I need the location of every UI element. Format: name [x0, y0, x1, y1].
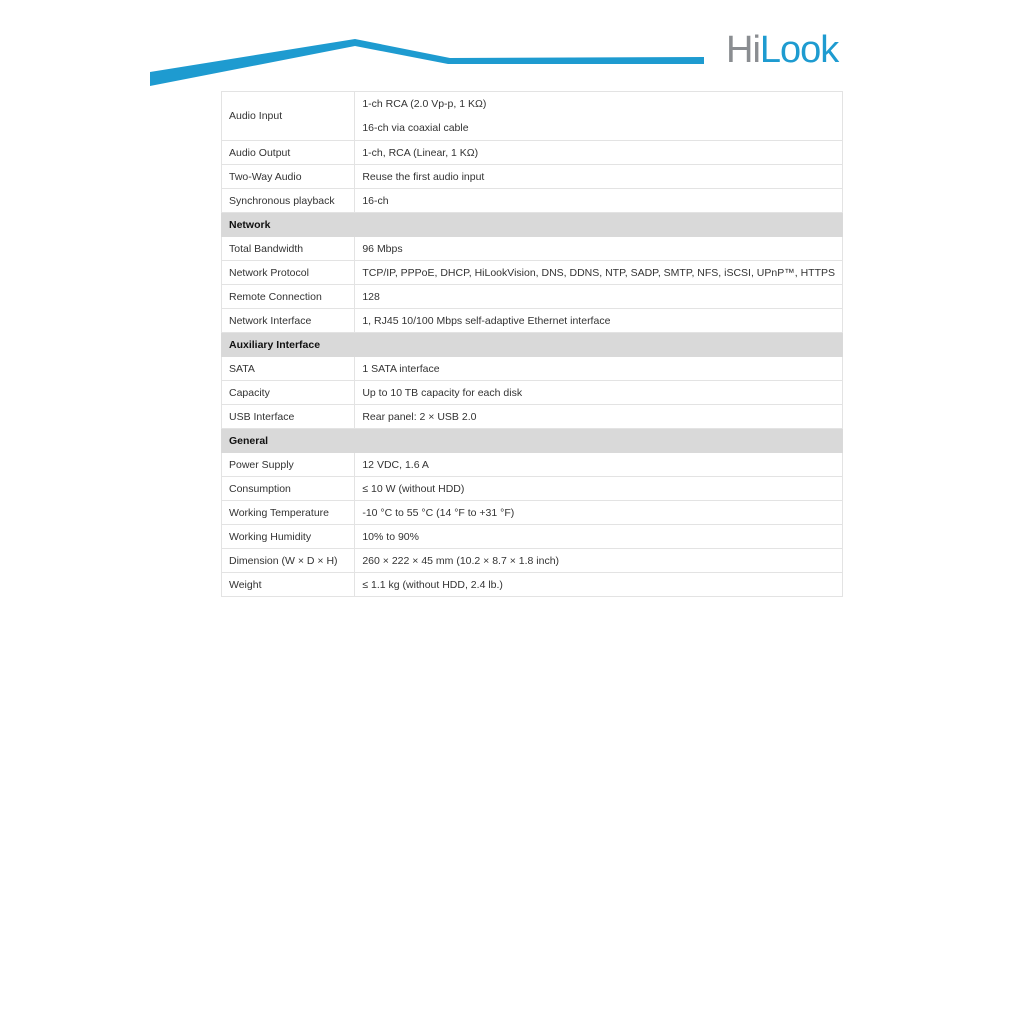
spec-label: USB Interface: [222, 405, 355, 429]
spec-value: Up to 10 TB capacity for each disk: [362, 386, 523, 399]
spec-label: Dimension (W × D × H): [222, 549, 355, 573]
spec-value: 1, RJ45 10/100 Mbps self-adaptive Ethernet interface: [362, 314, 611, 327]
spec-row: [222, 261, 843, 285]
spec-row: [222, 309, 843, 333]
spec-label: Audio Input: [222, 92, 355, 141]
spec-value: ≤ 10 W (without HDD): [362, 482, 465, 495]
spec-value: Rear panel: 2 × USB 2.0: [362, 410, 477, 423]
spec-row: [222, 549, 843, 573]
spec-value: ≤ 1.1 kg (without HDD, 2.4 lb.): [362, 578, 503, 591]
spec-value: 1-ch, RCA (Linear, 1 KΩ): [362, 146, 479, 159]
specification-table-body: [222, 92, 843, 597]
spec-row: [222, 525, 843, 549]
spec-value: 16-ch: [362, 194, 389, 207]
spec-value-cell: [355, 357, 843, 381]
spec-row: [222, 477, 843, 501]
section-header-row: [222, 333, 843, 357]
spec-row: [222, 165, 843, 189]
hilook-logo: [726, 28, 846, 72]
roof-accent-shape: [150, 39, 704, 86]
spec-label: Power Supply: [222, 453, 355, 477]
spec-row: [222, 141, 843, 165]
spec-value-cell: [355, 573, 843, 597]
section-header-label: Network: [222, 213, 843, 237]
spec-value: Reuse the first audio input: [362, 170, 485, 183]
spec-value-cell: [355, 381, 843, 405]
spec-row: [222, 92, 843, 141]
spec-label: SATA: [222, 357, 355, 381]
spec-label: Network Protocol: [222, 261, 355, 285]
spec-value: 128: [362, 290, 380, 303]
spec-value-cell: [355, 165, 843, 189]
spec-value: -10 °C to 55 °C (14 °F to +31 °F): [362, 506, 515, 519]
section-header-label: General: [222, 429, 843, 453]
spec-value-cell: [355, 477, 843, 501]
spec-value-cell: [355, 141, 843, 165]
spec-label: Network Interface: [222, 309, 355, 333]
header-roof-banner: [0, 0, 1024, 90]
specification-table: [221, 91, 843, 597]
spec-row: [222, 189, 843, 213]
spec-row: [222, 573, 843, 597]
spec-row: [222, 381, 843, 405]
spec-value: 16-ch via coaxial cable: [362, 122, 469, 134]
spec-row: [222, 453, 843, 477]
spec-value: 260 × 222 × 45 mm (10.2 × 8.7 × 1.8 inch): [362, 554, 560, 567]
spec-label: Weight: [222, 573, 355, 597]
spec-value-cell: [355, 189, 843, 213]
spec-label: Synchronous playback: [222, 189, 355, 213]
spec-label: Two-Way Audio: [222, 165, 355, 189]
spec-label: Remote Connection: [222, 285, 355, 309]
spec-label: Working Temperature: [222, 501, 355, 525]
spec-value-cell: [355, 453, 843, 477]
spec-value-cell: [355, 309, 843, 333]
section-header-label: Auxiliary Interface: [222, 333, 843, 357]
section-header-row: [222, 213, 843, 237]
spec-value: 10% to 90%: [362, 530, 419, 543]
spec-value-cell: [355, 549, 843, 573]
spec-value: 96 Mbps: [362, 242, 403, 255]
spec-value: 1-ch RCA (2.0 Vp-p, 1 KΩ): [362, 98, 487, 110]
logo-text-look: Look: [759, 29, 839, 71]
spec-row: [222, 501, 843, 525]
spec-value: 1 SATA interface: [362, 362, 440, 375]
spec-label: Total Bandwidth: [222, 237, 355, 261]
spec-value: TCP/IP, PPPoE, DHCP, HiLookVision, DNS, DDNS, NTP, SADP, SMTP, NFS, iSCSI, UPnP™, HTTPS: [362, 266, 835, 279]
spec-value-cell: [355, 237, 843, 261]
spec-label: Working Humidity: [222, 525, 355, 549]
logo-text-hi: Hi: [726, 29, 760, 71]
spec-value-cell: [355, 285, 843, 309]
spec-row: [222, 357, 843, 381]
spec-row: [222, 237, 843, 261]
spec-row: [222, 285, 843, 309]
spec-value-cell: [355, 501, 843, 525]
spec-value: 12 VDC, 1.6 A: [362, 458, 429, 471]
spec-value-cell: [355, 92, 843, 141]
spec-label: Consumption: [222, 477, 355, 501]
spec-row: [222, 405, 843, 429]
section-header-row: [222, 429, 843, 453]
spec-value-cell: [355, 261, 843, 285]
spec-value-cell: [355, 525, 843, 549]
spec-label: Audio Output: [222, 141, 355, 165]
spec-label: Capacity: [222, 381, 355, 405]
spec-value-cell: [355, 405, 843, 429]
